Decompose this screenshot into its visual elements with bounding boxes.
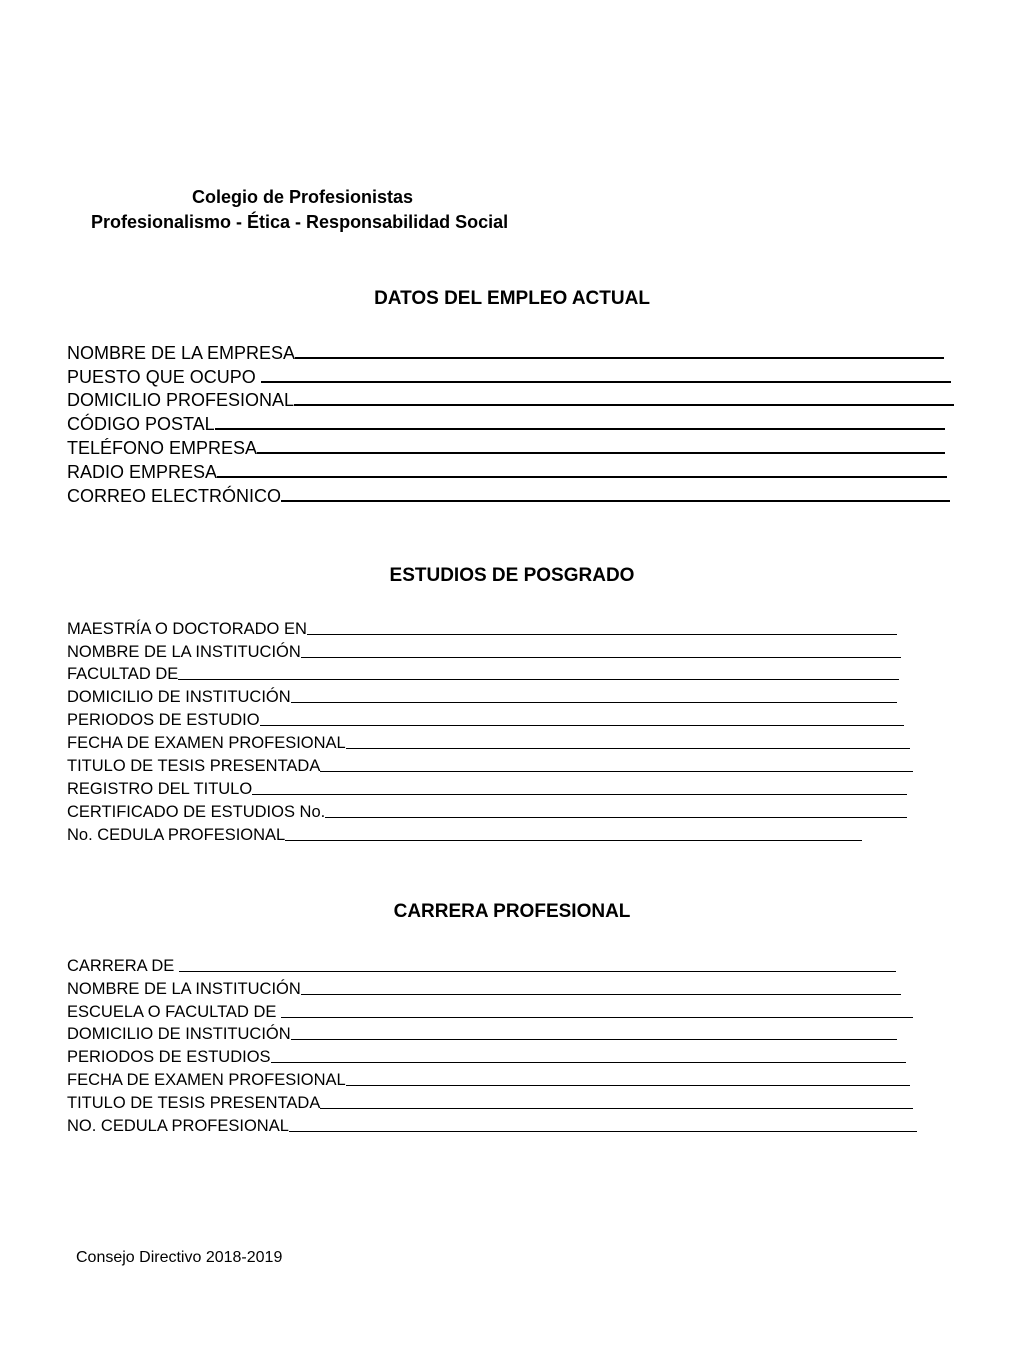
form-field-masters-doctorate[interactable] bbox=[67, 617, 897, 640]
field-blank-line[interactable] bbox=[178, 679, 899, 680]
section-title-postgraduate: ESTUDIOS DE POSGRADO bbox=[389, 565, 635, 586]
form-field-professional-license[interactable] bbox=[67, 1114, 917, 1137]
field-label: No. CEDULA PROFESIONAL bbox=[67, 826, 286, 844]
field-blank-line[interactable] bbox=[301, 994, 901, 995]
form-field-company-radio[interactable] bbox=[67, 460, 947, 483]
field-blank-line[interactable] bbox=[320, 1108, 913, 1109]
form-field-company-name[interactable] bbox=[67, 341, 944, 364]
field-blank-line[interactable] bbox=[285, 840, 862, 841]
field-blank-line[interactable] bbox=[307, 634, 897, 635]
field-label: FACULTAD DE bbox=[67, 665, 179, 683]
form-field-position[interactable] bbox=[67, 365, 951, 388]
field-blank-line[interactable] bbox=[294, 404, 954, 406]
field-label: PUESTO QUE OCUPO bbox=[67, 367, 256, 387]
field-blank-line[interactable] bbox=[261, 381, 951, 383]
field-blank-line[interactable] bbox=[346, 1085, 910, 1086]
form-field-school-faculty[interactable] bbox=[67, 1000, 913, 1023]
field-blank-line[interactable] bbox=[179, 971, 896, 972]
field-label: DOMICILIO DE INSTITUCIÓN bbox=[67, 1025, 291, 1043]
section-title-employment: DATOS DEL EMPLEO ACTUAL bbox=[374, 288, 650, 309]
header-motto: Profesionalismo - Ética - Responsabilidad Social bbox=[91, 212, 509, 232]
header-organization-name: Colegio de Profesionistas bbox=[192, 187, 414, 207]
field-blank-line[interactable] bbox=[346, 748, 910, 749]
footer-board-term: Consejo Directivo 2018-2019 bbox=[76, 1249, 283, 1266]
field-blank-line[interactable] bbox=[252, 794, 907, 795]
form-field-professional-address[interactable] bbox=[67, 388, 954, 411]
field-blank-line[interactable] bbox=[215, 428, 945, 430]
field-label: FECHA DE EXAMEN PROFESIONAL bbox=[67, 1071, 346, 1089]
field-label: CÓDIGO POSTAL bbox=[67, 414, 215, 434]
form-field-thesis-title[interactable] bbox=[67, 1091, 913, 1114]
field-blank-line[interactable] bbox=[295, 357, 944, 359]
form-field-thesis-title[interactable] bbox=[67, 754, 913, 777]
form-field-title-registration[interactable] bbox=[67, 777, 907, 800]
field-label: TITULO DE TESIS PRESENTADA bbox=[67, 1094, 321, 1112]
field-label: TITULO DE TESIS PRESENTADA bbox=[67, 757, 321, 775]
field-label: PERIODOS DE ESTUDIO bbox=[67, 711, 260, 729]
field-label: FECHA DE EXAMEN PROFESIONAL bbox=[67, 734, 346, 752]
form-field-career[interactable] bbox=[67, 954, 896, 977]
section-title-career: CARRERA PROFESIONAL bbox=[393, 901, 631, 922]
field-label: NOMBRE DE LA EMPRESA bbox=[67, 343, 296, 363]
field-blank-line[interactable] bbox=[325, 817, 907, 818]
form-field-email[interactable] bbox=[67, 484, 950, 507]
field-label: CORREO ELECTRÓNICO bbox=[67, 486, 282, 506]
field-blank-line[interactable] bbox=[260, 725, 904, 726]
field-blank-line[interactable] bbox=[291, 702, 897, 703]
form-field-study-periods[interactable] bbox=[67, 1045, 906, 1068]
field-blank-line[interactable] bbox=[281, 1017, 913, 1018]
field-blank-line[interactable] bbox=[257, 452, 945, 454]
field-blank-line[interactable] bbox=[291, 1039, 897, 1040]
field-blank-line[interactable] bbox=[217, 476, 947, 478]
field-label: CARRERA DE bbox=[67, 957, 175, 975]
field-blank-line[interactable] bbox=[301, 657, 901, 658]
form-field-institution-name[interactable] bbox=[67, 977, 901, 1000]
field-label: PERIODOS DE ESTUDIOS bbox=[67, 1048, 271, 1066]
field-label: DOMICILIO DE INSTITUCIÓN bbox=[67, 688, 291, 706]
form-field-professional-exam-date[interactable] bbox=[67, 731, 910, 754]
form-field-faculty[interactable] bbox=[67, 662, 899, 685]
field-label: MAESTRÍA O DOCTORADO EN bbox=[67, 620, 307, 638]
field-label: CERTIFICADO DE ESTUDIOS No. bbox=[67, 803, 326, 821]
field-blank-line[interactable] bbox=[281, 500, 950, 502]
form-field-professional-license[interactable] bbox=[67, 823, 862, 846]
field-label: DOMICILIO PROFESIONAL bbox=[67, 390, 295, 410]
form-field-company-phone[interactable] bbox=[67, 436, 945, 459]
field-blank-line[interactable] bbox=[320, 771, 913, 772]
field-label: NOMBRE DE LA INSTITUCIÓN bbox=[67, 643, 301, 661]
field-label: REGISTRO DEL TITULO bbox=[67, 780, 253, 798]
field-blank-line[interactable] bbox=[289, 1131, 917, 1132]
field-label: NO. CEDULA PROFESIONAL bbox=[67, 1117, 289, 1135]
field-label: NOMBRE DE LA INSTITUCIÓN bbox=[67, 980, 301, 998]
field-label: RADIO EMPRESA bbox=[67, 462, 218, 482]
form-field-professional-exam-date[interactable] bbox=[67, 1068, 910, 1091]
form-field-study-periods[interactable] bbox=[67, 708, 904, 731]
field-label: TELÉFONO EMPRESA bbox=[67, 438, 258, 458]
field-blank-line[interactable] bbox=[271, 1062, 906, 1063]
field-label: ESCUELA O FACULTAD DE bbox=[67, 1003, 277, 1021]
form-field-institution-address[interactable] bbox=[67, 685, 897, 708]
form-field-institution-address[interactable] bbox=[67, 1022, 897, 1045]
form-field-studies-certificate[interactable] bbox=[67, 800, 907, 823]
form-field-institution-name[interactable] bbox=[67, 640, 901, 663]
form-field-postal-code[interactable] bbox=[67, 412, 945, 435]
